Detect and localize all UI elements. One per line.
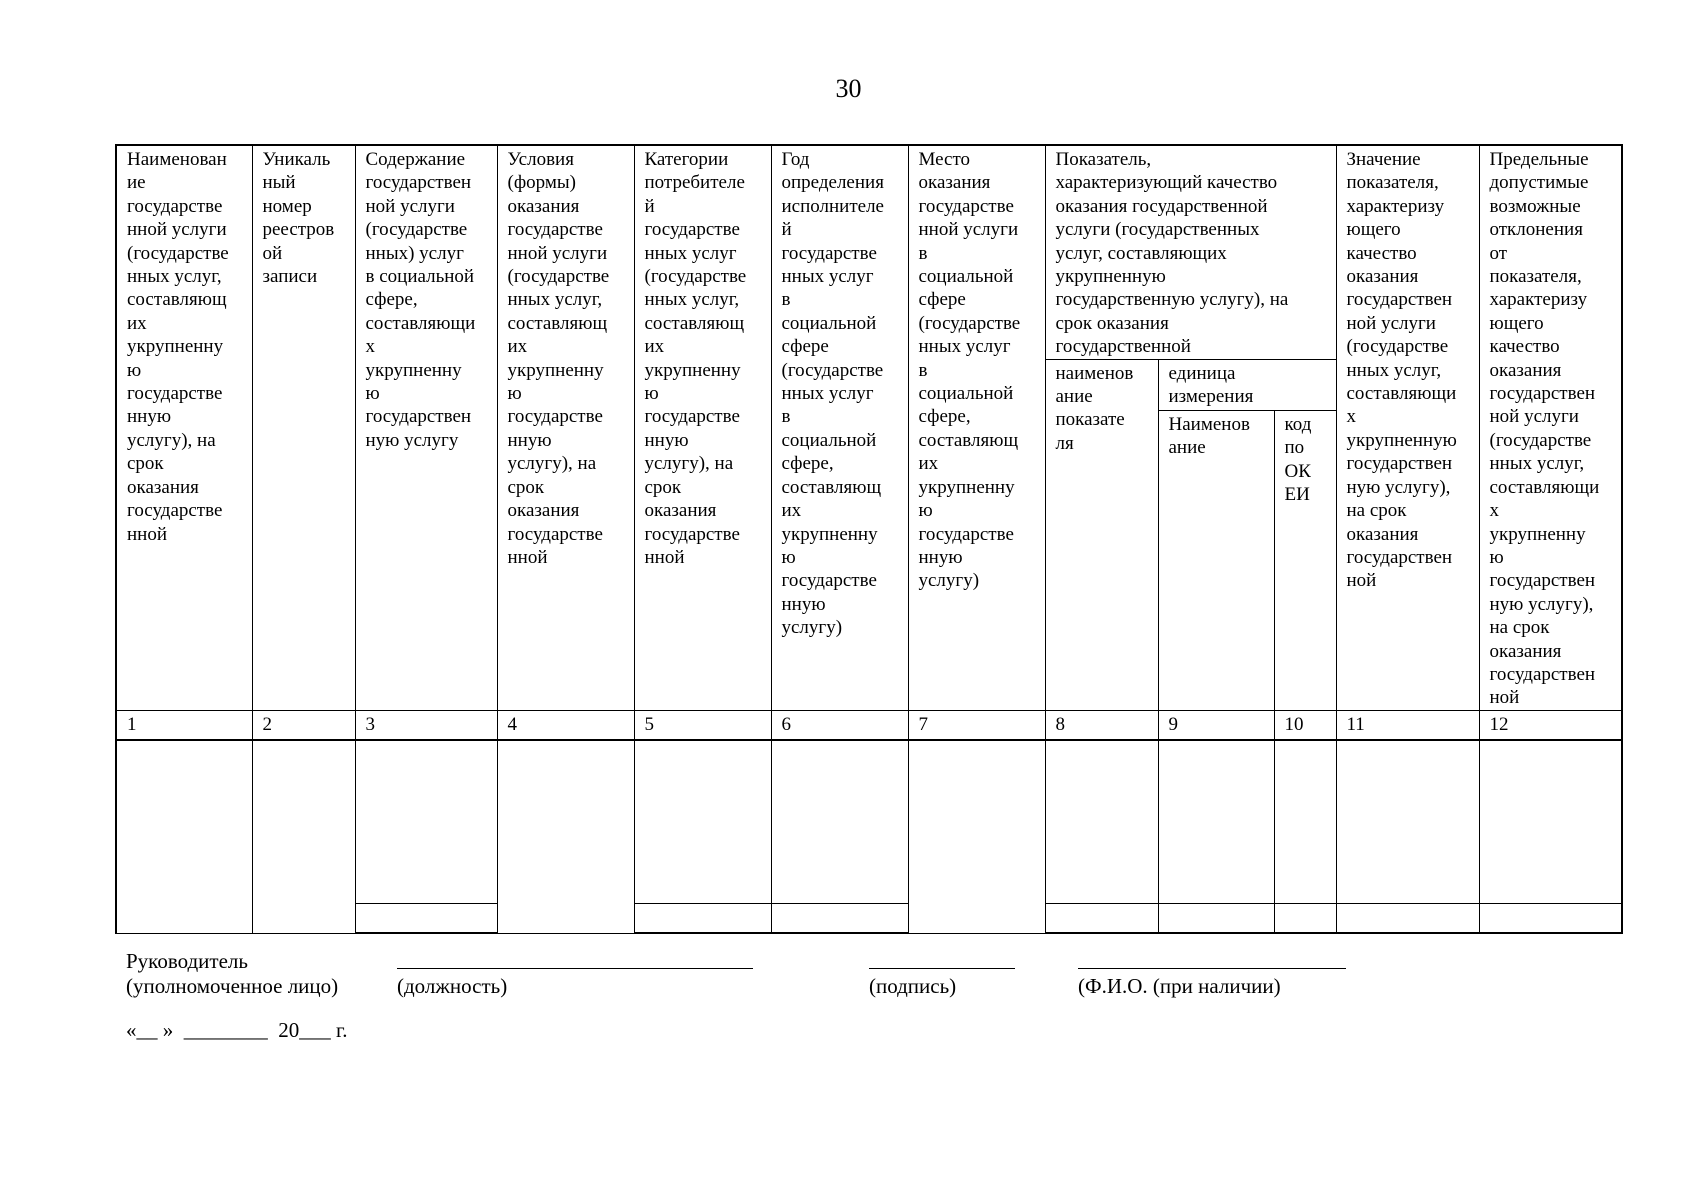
column-number: 10 — [1274, 710, 1336, 740]
table-cell[interactable] — [1479, 740, 1622, 903]
header-service-conditions: Условия (формы) оказания государстве нной услуги (государстве нных услуг, составляющ их укрупненну ю государстве нную услугу), на срок оказания государстве нной — [497, 145, 634, 710]
table-cell[interactable] — [771, 903, 908, 933]
table-cell[interactable] — [1158, 740, 1274, 903]
table-cell[interactable] — [634, 903, 771, 933]
column-number: 12 — [1479, 710, 1622, 740]
name-blank-line[interactable] — [1078, 968, 1346, 969]
table-cell[interactable] — [1045, 903, 1158, 933]
column-number: 6 — [771, 710, 908, 740]
header-okei-code: код по ОК ЕИ — [1274, 410, 1336, 710]
header-quality-indicator: Показатель, характеризующий качество оказания государственной услуги (государственных услуг, составляющих укрупненную государственную услугу), на срок оказания государственной — [1045, 145, 1336, 359]
table-cell[interactable] — [771, 740, 908, 903]
header-allowed-deviations: Предельные допустимые возможные отклонения от показателя, характеризу ющего качество оказания государствен ной услуги (государстве нных услуг, составляющи х укрупненну ю государствен ную услугу), на срок оказания государствен ной — [1479, 145, 1622, 710]
table-cell[interactable] — [497, 740, 634, 933]
table-cell[interactable] — [1274, 903, 1336, 933]
column-number: 8 — [1045, 710, 1158, 740]
header-unit-of-measure: единица измерения — [1158, 359, 1336, 410]
header-unit-name: Наименов ание — [1158, 410, 1274, 710]
table-cell[interactable] — [1045, 740, 1158, 903]
table-cell[interactable] — [355, 740, 497, 903]
table-cell[interactable] — [252, 740, 355, 933]
table-cell[interactable] — [1336, 740, 1479, 903]
header-service-content: Содержание государствен ной услуги (государстве нных) услуг в социальной сфере, составляющи х укрупненну ю государствен ную услугу — [355, 145, 497, 710]
signatory-role-subtitle: (уполномоченное лицо) — [126, 974, 339, 998]
column-number: 4 — [497, 710, 634, 740]
signatory-role — [126, 949, 338, 999]
table-cell[interactable] — [355, 903, 497, 933]
column-number: 5 — [634, 710, 771, 740]
position-blank-line[interactable] — [397, 968, 753, 969]
header-registry-number: Уникаль ный номер реестров ой записи — [252, 145, 355, 710]
header-service-place: Место оказания государстве нной услуги в социальной сфере (государстве нных услуг в социальной сфере, составляющ их укрупненну ю государстве нную услугу) — [908, 145, 1045, 710]
table-cell[interactable] — [634, 740, 771, 903]
column-number: 11 — [1336, 710, 1479, 740]
header-provider-year: Год определения исполнителе й государстве нных услуг в социальной сфере (государстве нных услуг в социальной сфере, составляющ их укрупненну ю государстве нную услугу) — [771, 145, 908, 710]
header-consumer-categories: Категории потребителе й государстве нных услуг (государстве нных услуг, составляющ их укрупненну ю государстве нную услугу), на срок оказания государстве нной — [634, 145, 771, 710]
page-number: 30 — [835, 74, 862, 103]
service-quality-table — [115, 144, 1623, 934]
date-line: «__ » ________ 20___ г. — [126, 1018, 348, 1042]
column-number: 2 — [252, 710, 355, 740]
column-number: 1 — [116, 710, 252, 740]
table-cell[interactable] — [1336, 903, 1479, 933]
table-cell[interactable] — [908, 740, 1045, 933]
header-indicator-value: Значение показателя, характеризу ющего качество оказания государствен ной услуги (государстве нных услуг, составляющи х укрупненную государствен ную услугу), на срок оказания государствен ной — [1336, 145, 1479, 710]
column-number: 9 — [1158, 710, 1274, 740]
table-cell[interactable] — [1274, 740, 1336, 903]
header-service-name: Наименован ие государстве нной услуги (государстве нных услуг, составляющ их укрупненну ю государстве нную услугу), на срок оказания государстве нной — [116, 145, 252, 710]
table-cell[interactable] — [116, 740, 252, 933]
signature-blank-line[interactable] — [869, 968, 1015, 969]
table-cell[interactable] — [1479, 903, 1622, 933]
header-indicator-name: наименов ание показате ля — [1045, 359, 1158, 710]
signatory-role-title: Руководитель — [126, 949, 248, 973]
signature-caption: (подпись) — [869, 974, 957, 998]
table-cell[interactable] — [1158, 903, 1274, 933]
position-caption: (должность) — [397, 974, 508, 998]
name-caption: (Ф.И.О. (при наличии) — [1078, 974, 1281, 998]
column-number: 7 — [908, 710, 1045, 740]
column-number: 3 — [355, 710, 497, 740]
